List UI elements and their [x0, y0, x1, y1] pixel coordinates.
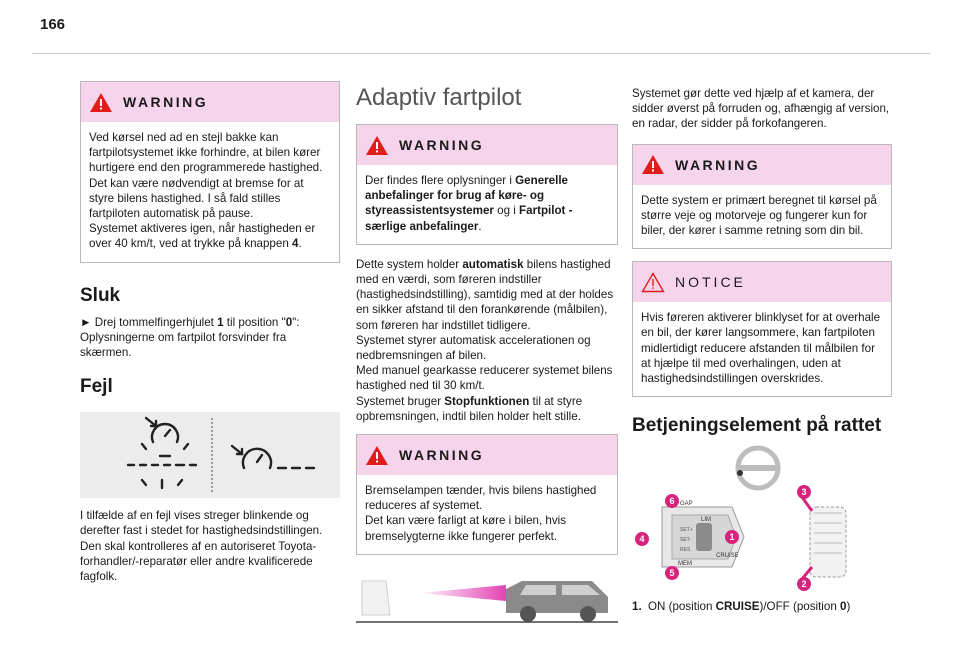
warning-triangle-icon [365, 135, 389, 156]
stalk-label: LIM [700, 517, 712, 524]
figure-divider [211, 418, 213, 492]
notice-triangle-icon [641, 272, 665, 293]
steering-wheel-icon [728, 443, 788, 493]
warning-body [81, 122, 339, 262]
warning-title: WARNING [675, 156, 761, 173]
warning-header [633, 145, 891, 185]
stalk-label: SET- [680, 537, 692, 544]
warning-title: WARNING [399, 447, 485, 464]
stalk-label: MEM [678, 561, 692, 568]
sluk-text: ► Drej tommelfingerhjulet 1 til position "0": Oplysningerne om fartpilot forsvinder fra skærmen. [80, 315, 300, 360]
svg-text:6: 6 [669, 496, 675, 507]
header-rule [32, 53, 930, 54]
stalk-label: RES [680, 547, 691, 554]
list-item: 1. ON (position CRUISE)/OFF (position 0) [632, 600, 851, 614]
column-3 [632, 60, 892, 614]
notice-body: Hvis føreren aktiverer blinklyset for at overhale en bil, der kører langsommere, kan fartpiloten midlertidigt reducere afstanden til målbilen for at hjælpe til med overhalingen, uden at hastighedsindstillingen overskrides. [641, 311, 881, 386]
svg-text:2: 2 [801, 579, 807, 590]
warning-text: Systemet aktiveres igen, når hastigheden er over 40 km/t, ved at trykke på knappen 4. [89, 222, 316, 251]
warning-triangle-icon [641, 154, 665, 175]
car-distance-illustration [356, 567, 618, 627]
steering-controls-figure [632, 443, 892, 593]
warning-box [356, 434, 618, 555]
section-title: Adaptiv fartpilot [356, 84, 522, 111]
warning-triangle-icon [89, 92, 113, 113]
warning-box [80, 81, 340, 263]
warning-title: WARNING [399, 137, 485, 153]
fault-symbols-figure [80, 412, 340, 498]
stalk-label: CRUISE [716, 553, 739, 560]
notice-header [633, 262, 891, 302]
section-heading-fejl: Fejl [80, 376, 113, 398]
fejl-text: I tilfælde af en fejl vises streger blinkende og derefter fast i stedet for hastighedsindstillingen. Den skal kontrolleres af en autoriseret Toyota-forhandler/-reparatør eller andre kvalificerede fagfolk. [80, 509, 323, 584]
warning-header [81, 82, 339, 122]
svg-text:1: 1 [729, 532, 735, 543]
speed-limiter-dashes-icon [220, 412, 340, 498]
speed-limiter-fault-icon [100, 412, 210, 498]
cruise-control-stalk-icon [632, 487, 752, 587]
page-number: 166 [40, 16, 66, 33]
warning-text: Det kan være nødvendigt at bremse for at styre bilens hastighed. I så fald stilles fartpiloten automatisk på pause. [89, 176, 304, 221]
warning-triangle-icon [365, 445, 389, 466]
stalk-side-view-icon [792, 483, 872, 593]
body-text: Dette system holder automatisk bilens hastighed med en værdi, som føreren indstiller (hastighedsindstilling), samtidig med at der holdes en sikker afstand til den forankørende (målbilen), som føreren har indstillet tidligere. Systemet styrer automatisk accelerationen og nedbremsningen af bilen. Med manuel gearkasse reducerer systemet bilens hastighed ned til 30 km/t. Systemet bruger Stopfunktionen til at styre opbremsningen, indtil bilen holder helt stille. [356, 257, 614, 423]
notice-box [632, 261, 892, 397]
warning-body: Der findes flere oplysninger i Generelle anbefalinger for brug af køre- og styreassistentsystemer og i Fartpilot - særlige anbefalinger. [365, 174, 573, 233]
warning-text: Ved kørsel ned ad en stejl bakke kan fartpilotsystemet ikke forhindre, at bilen kører hurtigere end den programmerede hastighed. [89, 131, 323, 175]
intro-text: Systemet gør dette ved hjælp af et kamera, der sidder øverst på forruden og, afhængig af version, en radar, der sidder på forkofangeren. [632, 87, 890, 131]
warning-header [357, 125, 617, 165]
warning-box [356, 124, 618, 245]
warning-body: Bremselampen tænder, hvis bilens hastighed reduceres af systemet. Det kan være farligt at køre i bilen, hvis bremselygterne ikke fungerer perfekt. [365, 484, 597, 543]
svg-text:3: 3 [801, 487, 807, 498]
warning-body: Dette system er primært beregnet til kørsel på større veje og motorveje og fungerer kun for biler, der kører i samme retning som din bil. [641, 193, 877, 238]
gap-label: GAP [680, 501, 693, 508]
column-1 [80, 60, 340, 584]
svg-text:5: 5 [669, 568, 675, 579]
column-2 [356, 60, 618, 627]
section-heading-controls: Betjeningselement på rattet [632, 415, 882, 437]
warning-title: WARNING [123, 94, 209, 110]
stalk-label: SET+ [680, 527, 693, 534]
notice-title: NOTICE [675, 274, 746, 291]
warning-header [357, 435, 617, 475]
svg-text:4: 4 [639, 534, 645, 545]
car-icon [356, 567, 618, 627]
warning-box [632, 144, 892, 250]
section-heading-sluk: Sluk [80, 284, 121, 306]
